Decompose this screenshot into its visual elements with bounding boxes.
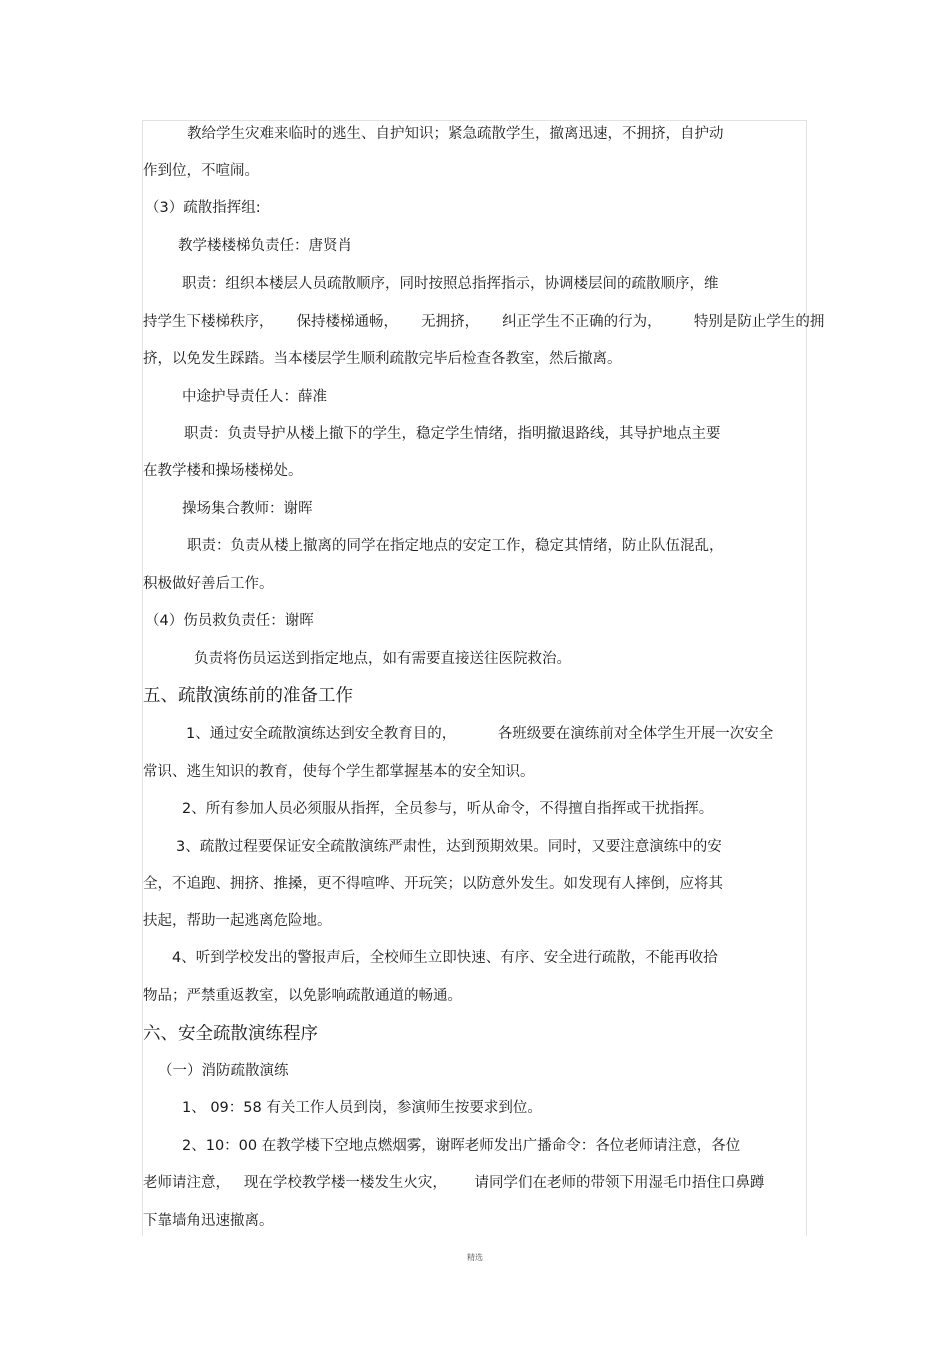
paragraph-line: 3、疏散过程要保证安全疏散演练严肃性，达到预期效果。同时，又要注意演练中的安 [176, 839, 722, 855]
paragraph-line: 中途护导责任人：薛准 [182, 389, 327, 405]
paragraph-line: 下靠墙角迅速撤离。 [143, 1213, 274, 1229]
section-heading: 五、疏散演练前的准备工作 [143, 686, 353, 706]
paragraph-line: 老师请注意， 现在学校教学楼一楼发生火灾， 请同学们在老师的带领下用湿毛巾捂住口鼻蹲 [143, 1175, 765, 1191]
section-subheading: （4）伤员救负责任：谢晖 [145, 613, 314, 629]
paragraph-line: 挤，以免发生踩踏。当本楼层学生顺利疏散完毕后检查各教室，然后撤离。 [143, 351, 622, 367]
paragraph-line: 扶起，帮助一起逃离危险地。 [143, 913, 332, 929]
paragraph-line: 持学生下楼梯秩序， 保持楼梯通畅， 无拥挤， 纠正学生不正确的行为， 特别是防止学生的拥 [143, 314, 825, 330]
paragraph-line: 2、所有参加人员必须服从指挥，全员参与，听从命令，不得擅自指挥或干扰指挥。 [182, 801, 714, 817]
paragraph-line: 操场集合教师：谢晖 [182, 501, 313, 517]
page-footer: 精选 [467, 1253, 483, 1262]
paragraph-line: 积极做好善后工作。 [143, 576, 274, 592]
section-subheading: （3）疏散指挥组: [145, 200, 261, 216]
table-border-right [806, 120, 807, 1236]
paragraph-line: 4、听到学校发出的警报声后，全校师生立即快速、有序、安全进行疏散，不能再收拾 [172, 950, 718, 966]
paragraph-line: 职责：负责从楼上撤离的同学在指定地点的安定工作，稳定其情绪，防止队伍混乱， [187, 538, 724, 554]
section-subheading: （一）消防疏散演练 [158, 1063, 289, 1079]
table-border-top [142, 120, 806, 121]
paragraph-line: 1、通过安全疏散演练达到安全教育目的， 各班级要在演练前对全体学生开展一次安全 [186, 726, 774, 742]
paragraph-line: 全，不追跑、拥挤、推搡，更不得喧哗、开玩笑；以防意外发生。如发现有人摔倒，应将其 [143, 876, 723, 892]
paragraph-line: 常识、逃生知识的教育，使每个学生都掌握基本的安全知识。 [143, 764, 535, 780]
paragraph-line: 2、10：00 在教学楼下空地点燃烟雾，谢晖老师发出广播命令：各位老师请注意，各位 [182, 1138, 741, 1154]
paragraph-line: 职责：负责导护从楼上撤下的学生，稳定学生情绪，指明撤退路线，其导护地点主要 [184, 426, 721, 442]
paragraph-line: 作到位，不喧闹。 [143, 163, 259, 179]
table-border-left [142, 120, 143, 1236]
paragraph-line: 教给学生灾难来临时的逃生、自护知识；紧急疏散学生，撤离迅速，不拥挤，自护动 [187, 126, 724, 142]
paragraph-line: 物品；严禁重返教室，以免影响疏散通道的畅通。 [143, 988, 462, 1004]
section-heading: 六、安全疏散演练程序 [143, 1024, 318, 1044]
paragraph-line: 1、 09：58 有关工作人员到岗，参演师生按要求到位。 [182, 1100, 542, 1116]
paragraph-line: 负责将伤员运送到指定地点，如有需要直接送往医院救治。 [194, 651, 571, 667]
paragraph-line: 职责：组织本楼层人员疏散顺序，同时按照总指挥指示，协调楼层间的疏散顺序，维 [182, 276, 719, 292]
paragraph-line: 教学楼楼梯负责任：唐贤肖 [178, 238, 352, 254]
paragraph-line: 在教学楼和操场楼梯处。 [143, 463, 303, 479]
